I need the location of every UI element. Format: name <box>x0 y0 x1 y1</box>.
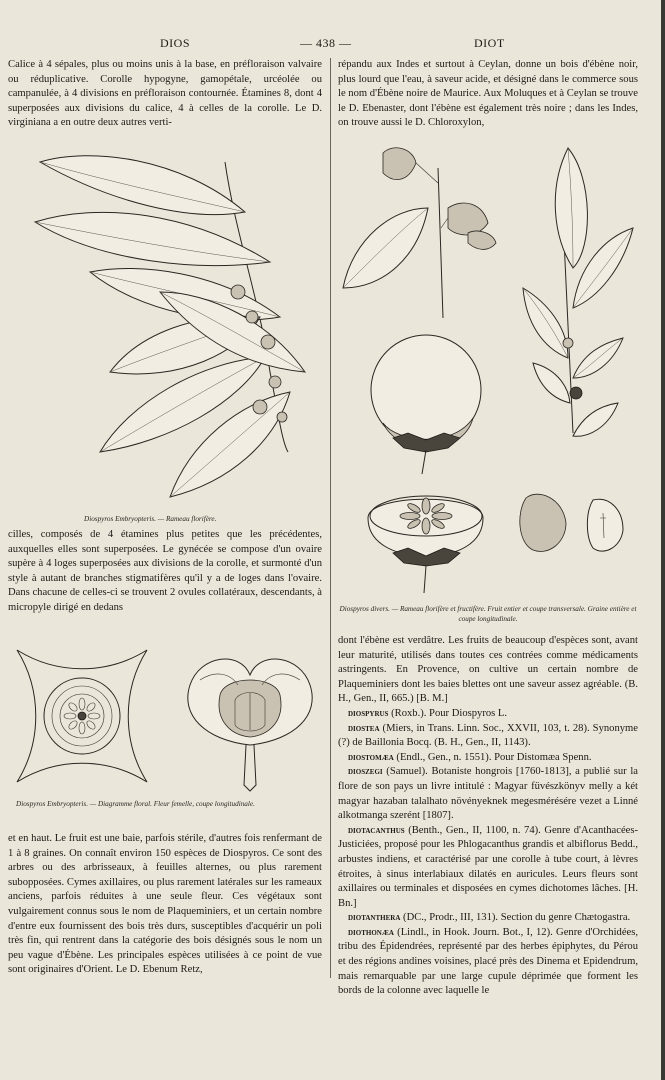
left-paragraph-3: et en haut. Le fruit est une baie, parfois stérile, d'autres fois renfermant de 1 à 8 graines. On connaît environ 150 espèces de Diospyros. Ce sont des arbres ou des arbrisseaux, à feuilles alternes, ou plus rarement subopposées. Cymes axillaires, ou plus rarement latérales sur les rameaux anciens, parfois réduites à une seule fleur. Ces végétaux sont vulgairement connus sous le nom de Plaqueminiers, et un certain nombre d'entre eux fournissent des bois très durs, susceptibles d'acquérir un poli très fin, qui rentrent dans la catégorie des bois désignés sous le nom un peu vague d'Ébène. Les principales espèces utilisées à ce point de vue sont originaires d'Orient. Le D. Ebenum Retz, <box>8 833 322 976</box>
entry-diostea: diostea (Miers, in Trans. Linn. Soc., XXVII, 103, t. 28). Synonyme (?) de Baillonia Bocq. (B. H., Gen., II, 1143). <box>338 722 638 749</box>
page-edge-shadow <box>661 0 665 1080</box>
right-paragraph-1: répandu aux Indes et surtout à Ceylan, donne un bois d'ébène noir, plus lourd que l'eau, à saveur acide, et désigné dans le commerce sous le nom d'Ébène noire de Maurice. Aux Moluques et à Ceylan se trouve le D. Ebenaster, dont l'ébène est également très noire ; dans les Indes, on trouve aussi le D. Chloroxylon, <box>338 59 638 129</box>
entry-diostomaea: diostomæa (Endl., Gen., n. 1551). Pour Distomæa Spenn. <box>348 751 592 763</box>
entry-diospyrus: diospyrus (Roxb.). Pour Diospyros L. <box>348 707 508 719</box>
running-head-left: DIOS <box>160 36 191 50</box>
left-paragraph-1: Calice à 4 sépales, plus ou moins unis à la base, en préfloraison valvaire ou réduplicative. Corolle hypogyne, gamopétale, urcéolée ou campanulée, à 4 divisions en préfloraison contournée. Étamines 8, dont 4 superposées aux divisions du calice, 4 à celles de la corolle. Le D. virginiana a en outre deux autres verti- <box>8 59 322 129</box>
entry-diotanthera: diotanthera (DC., Prodr., III, 131). Section du genre Chætogastra. <box>348 912 631 924</box>
page-number: — 438 — <box>300 36 352 50</box>
running-head-right: DIOT <box>474 36 505 50</box>
figure-caption-diagram: Diospyros Embryopteris. — Diagramme floral. Fleur femelle, coupe longitudinale. <box>16 800 255 808</box>
left-paragraph-2: cilles, composés de 4 étamines plus petites que les précédentes, auxquelles elles sont superposées. Le gynécée se compose d'un ovaire supère à 4 loges superposées aux divisions de la corolle, et surmonté d'un style à autant de branches stigmatifères qu'il y a de loges dans l'ovaire. Dans chacune de celles-ci se trouvent 2 ovules collatéraux, descendants, à micropyle dirigé en dedans <box>8 529 322 613</box>
entry-diothonaea: diothonæa (Lindl., in Hook. Journ. Bot., I, 12). Genre d'Orchidées, tribu des Épidendrées, représenté par des herbes épiphytes, du Pérou et des régions andines voisines, placé près des Dinema et Epidendrum, mais remarquable par une large cupule déprimée que forment les bords de la colonne avec laquelle le <box>338 926 638 997</box>
flowering-branch-illustration <box>20 142 320 507</box>
column-divider <box>330 58 331 978</box>
leaf-illustration <box>40 156 245 215</box>
diospyros-fruit-illustration <box>338 138 638 600</box>
figure-caption-branch: Diospyros Embryopteris. — Rameau florifère. <box>84 515 217 523</box>
floral-diagram-illustration <box>12 645 152 787</box>
entry-diotacanthus: diotacanthus (Benth., Gen., II, 1100, n. 74). Genre d'Acanthacées-Justiciées, proposé pour les Phlogacanthus grandis et albiflorus Bedd., arbustes indiens, et caractérisé par une corolle à tube court, à lèvres étroites, à sinus interlabiaux dilatés en auricules. Leurs fleurs sont axillaires ou terminales et disposées en cymes dichotomes lâches. [H. Bn.] <box>338 824 638 909</box>
right-paragraph-2: dont l'ébène est verdâtre. Les fruits de beaucoup d'espèces sont, avant leur maturité, utilisés dans toutes ces contrées comme médicaments astringents. En Provence, on cultive un certain nombre de Plaqueminiers dont les baies blettes ont une saveur assez agréable. (B. H., Gen., II, 665.) [B. M.] diospyrus (Roxb.). Pour Diospyros L. diostea (Miers, in Trans. Linn. Soc., XXVII, 103, t. 28). Synonyme (?) de Baillonia Bocq. (B. H., Gen., II, 1143). diostomæa (Endl., Gen., n. 1551). Pour Distomæa Spenn. dioszegi (Samuel). Botaniste hongrois [1760-1813], a publié sur la flore de son pays un livre intitulé : Magyar füvészkönyv melly a két magyar hazaban talalhato növényeknek megesmérésére vezet a Linné alkotmanga szerént [1807]. diotacanthus (Benth., Gen., II, 1100, n. 74). Genre d'Acanthacées-Justiciées, proposé pour les Phlogacanthus grandis et albiflorus Bedd., arbustes indiens, et caractérisé par une corolle à tube court, à lèvres étroites, à sinus interlabiaux dilatés en auricules. Leurs fleurs sont axillaires ou terminales et disposées en cymes dichotomes lâches. [H. Bn.] diotanthera (DC., Prodr., III, 131). Section du genre Chætogastra. diothonæa (Lindl., in Hook. Journ. Bot., I, 12). Genre d'Orchidées, tribu des Épidendrées, représenté par des herbes épiphytes, du Pérou et des régions andines voisines, placé près des Dinema et Epidendrum, mais remarquable par une large cupule déprimée que forment les bords de la colonne avec laquelle le <box>338 634 638 999</box>
flower-section-illustration <box>180 645 320 793</box>
entry-dioszegi: dioszegi (Samuel). Botaniste hongrois [1760-1813], a publié sur la flore de son pays un livre intitulé : Magyar füvészkönyv melly a két magyar hazaban talalhato növényeknek megesmérésére vezet a Linné alkotmanga szerént [1807]. <box>338 766 638 822</box>
figure-caption-fruit: Diospyros divers. — Rameau florifère et fructifère. Fruit entier et coupe transversale. Graine entière et coupe longitudinale. <box>339 605 637 623</box>
